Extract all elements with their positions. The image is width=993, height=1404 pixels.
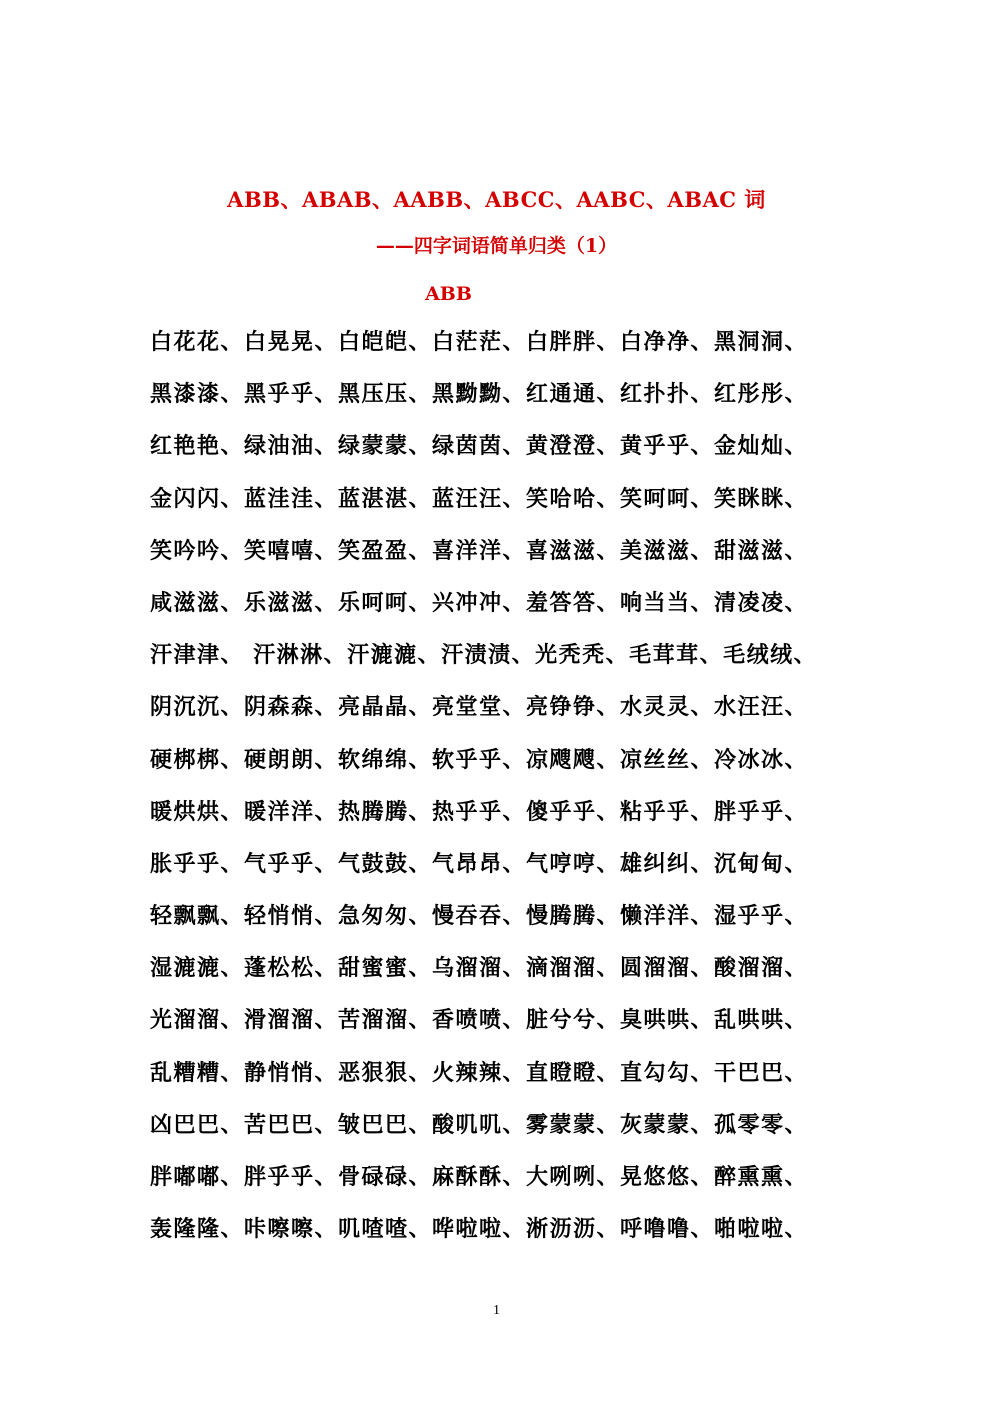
word-line: 暖烘烘、暖洋洋、热腾腾、热乎乎、傻乎乎、粘乎乎、胖乎乎、 [150, 798, 809, 825]
word-line: 硬梆梆、硬朗朗、软绵绵、软乎乎、凉飕飕、凉丝丝、冷冰冰、 [150, 746, 809, 773]
word-line: 红艳艳、绿油油、绿蒙蒙、绿茵茵、黄澄澄、黄乎乎、金灿灿、 [150, 433, 809, 460]
section-heading-abb: ABB [425, 283, 472, 305]
word-line: 轰隆隆、咔嚓嚓、叽喳喳、哗啦啦、淅沥沥、呼噜噜、啪啦啦、 [150, 1216, 809, 1243]
word-line: 湿漉漉、蓬松松、甜蜜蜜、乌溜溜、滴溜溜、圆溜溜、酸溜溜、 [150, 955, 809, 982]
word-line: 光溜溜、滑溜溜、苦溜溜、香喷喷、脏兮兮、臭哄哄、乱哄哄、 [150, 1007, 809, 1034]
word-line: 笑吟吟、笑嘻嘻、笑盈盈、喜洋洋、喜滋滋、美滋滋、甜滋滋、 [150, 537, 809, 564]
page-number: 1 [493, 1303, 500, 1318]
word-line: 乱糟糟、静悄悄、恶狠狠、火辣辣、直瞪瞪、直勾勾、干巴巴、 [150, 1059, 809, 1086]
word-line: 轻飘飘、轻悄悄、急匆匆、慢吞吞、慢腾腾、懒洋洋、湿乎乎、 [150, 903, 809, 930]
word-line: 胀乎乎、气乎乎、气鼓鼓、气昂昂、气哼哼、雄纠纠、沉甸甸、 [150, 850, 809, 877]
document-subtitle: ——四字词语简单归类（1） [375, 235, 618, 257]
word-list [150, 326, 850, 1265]
word-line: 汗津津、 汗淋淋、汗漉漉、汗渍渍、光秃秃、毛茸茸、毛绒绒、 [150, 642, 818, 669]
word-line: 阴沉沉、阴森森、亮晶晶、亮堂堂、亮铮铮、水灵灵、水汪汪、 [150, 694, 809, 721]
word-line: 凶巴巴、苦巴巴、皱巴巴、酸叽叽、雾蒙蒙、灰蒙蒙、孤零零、 [150, 1111, 809, 1138]
word-line: 胖嘟嘟、胖乎乎、骨碌碌、麻酥酥、大咧咧、晃悠悠、醉熏熏、 [150, 1164, 809, 1190]
word-line: 黑漆漆、黑乎乎、黑压压、黑黝黝、红通通、红扑扑、红彤彤、 [150, 381, 809, 408]
word-line: 咸滋滋、乐滋滋、乐呵呵、兴冲冲、羞答答、响当当、清凌凌、 [150, 589, 809, 616]
word-line: 白花花、白晃晃、白皑皑、白茫茫、白胖胖、白净净、黑洞洞、 [150, 329, 809, 355]
word-line: 金闪闪、蓝洼洼、蓝湛湛、蓝汪汪、笑哈哈、笑呵呵、笑眯眯、 [150, 485, 809, 512]
document-title: ABB、ABAB、AABB、ABCC、AABC、ABAC 词 [227, 187, 766, 212]
